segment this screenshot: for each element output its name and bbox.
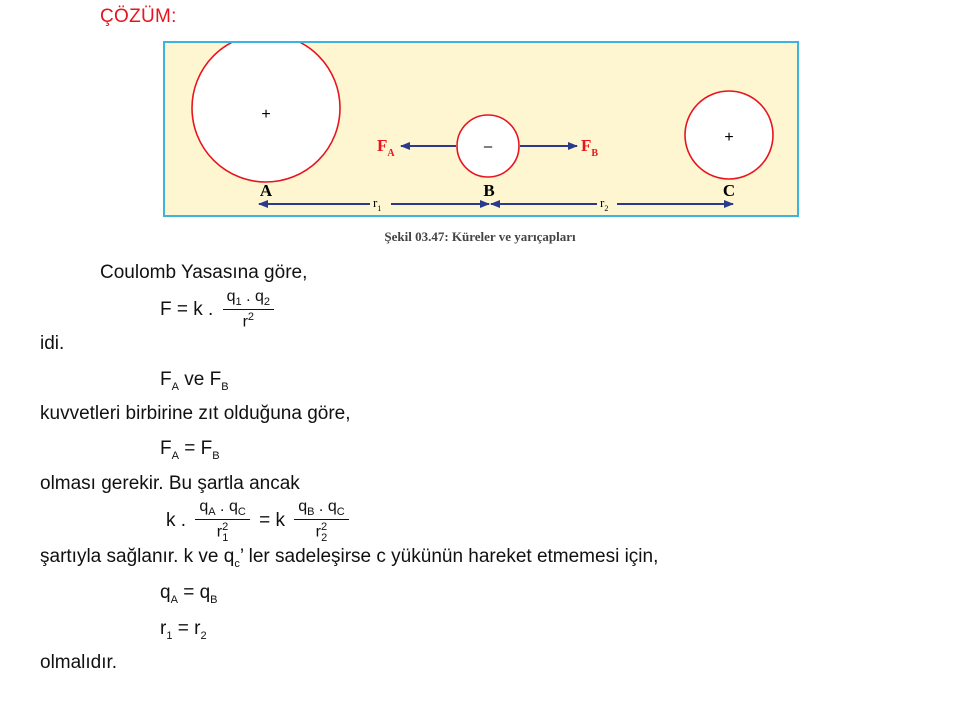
simplify-pre: şartıyla sağlanır. k ve q	[40, 546, 235, 567]
label-a: A	[259, 181, 273, 200]
r-sup: 2	[247, 311, 255, 324]
text-line-r1-equals-r2: $r_1 = r_2$	[160, 618, 207, 642]
fa: F	[160, 369, 172, 390]
text-line-fa-equals-fb	[160, 438, 220, 462]
eq-f: = F	[178, 438, 213, 459]
force-b-sub: B	[591, 148, 599, 159]
r2-label: r	[600, 195, 605, 210]
fb-sub: B	[212, 449, 220, 462]
fa-sub: A	[171, 449, 179, 462]
r2-sub: 2	[604, 204, 609, 213]
r1-label: r	[373, 195, 378, 210]
q2-sub: 2	[263, 296, 271, 309]
text-line-qa-equals-qb: $q_A = q_B$	[160, 582, 218, 606]
formula-coulomb-fraction	[223, 288, 274, 332]
simplify-post: ’ ler sadeleşirse c yükünün hareket etmemesi için,	[239, 546, 659, 567]
text-line-idi: idi.	[40, 333, 65, 354]
ve-f: ve F	[178, 369, 222, 390]
text-line-forces	[160, 369, 229, 393]
svg-text:FB	[581, 136, 598, 159]
sphere-b-sign: –	[483, 138, 493, 155]
label-c: C	[722, 181, 736, 200]
sphere-a-sign: +	[261, 106, 271, 123]
force-a-label: F	[377, 136, 388, 155]
fa: F	[160, 438, 172, 459]
text-line-opposite: kuvvetleri birbirine zıt olduğuna göre,	[40, 403, 351, 424]
svg-text:r1	[373, 195, 381, 213]
dot: .	[241, 288, 255, 305]
formula-equality-prefix: k .	[166, 509, 187, 531]
formula-coulomb-lhs: F = k .	[160, 298, 214, 320]
q1-sub: 1	[235, 296, 242, 309]
text-line-simplify	[40, 546, 658, 570]
r1-sub: 1	[377, 204, 382, 213]
qc-sub: c	[234, 557, 240, 570]
svg-text:FA	[377, 136, 395, 159]
q1: q	[226, 288, 236, 305]
text-line-condition: olması gerekir. Bu şartla ancak	[40, 473, 300, 494]
formula-equality	[166, 498, 353, 544]
sphere-c-sign: +	[724, 129, 734, 146]
formula-equality-mid: = k	[259, 509, 285, 531]
solution-heading: ÇÖZÜM:	[100, 6, 177, 27]
formula-right-fraction: $\frac{q_B . q_C}{r^2_2}$	[294, 498, 348, 544]
fa-sub: A	[171, 380, 179, 393]
figure-drawing	[165, 43, 801, 219]
figure-spheres	[163, 41, 799, 217]
formula-coulomb	[160, 288, 278, 332]
q2: q	[254, 288, 264, 305]
label-b: B	[483, 181, 495, 200]
svg-text:r2	[600, 195, 608, 213]
force-b-label: F	[581, 136, 592, 155]
text-line-coulomb: Coulomb Yasasına göre,	[100, 262, 308, 283]
r: r	[242, 313, 248, 331]
text-line-conclusion: olmalıdır.	[40, 652, 118, 673]
fb-sub: B	[221, 380, 229, 393]
force-a-sub: A	[387, 148, 395, 159]
formula-left-fraction: $\frac{q_A . q_C}{r^2_1}$	[195, 498, 249, 544]
figure-caption: Şekil 03.47: Küreler ve yarıçapları	[384, 229, 576, 244]
